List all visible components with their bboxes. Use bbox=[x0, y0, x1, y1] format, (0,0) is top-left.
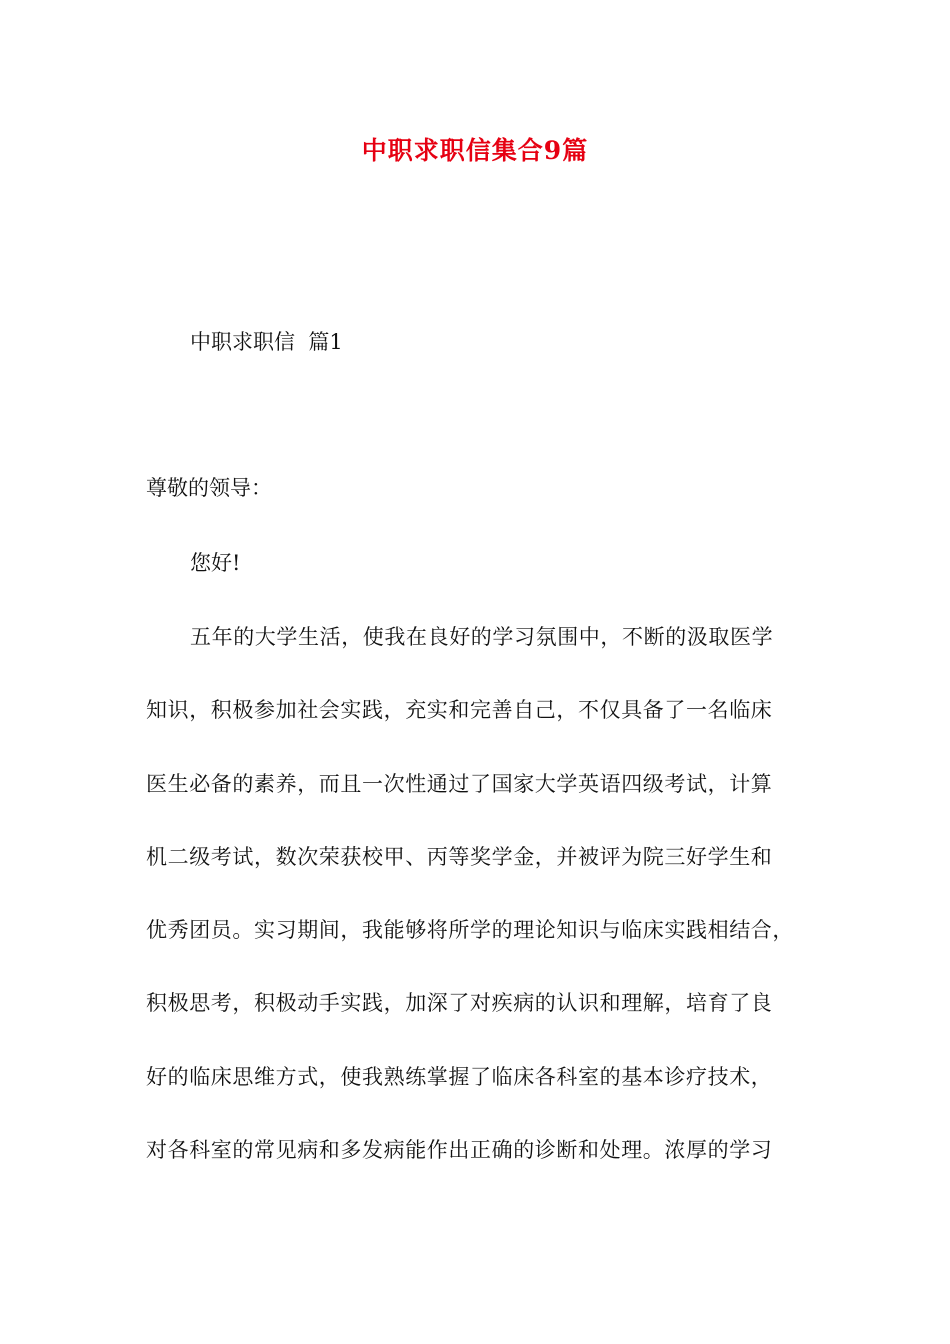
body-line: 积极思考，积极动手实践，加深了对疾病的认识和理解，培育了良 bbox=[146, 991, 773, 1016]
body-line: 机二级考试，数次荣获校甲、丙等奖学金，并被评为院三好学生和 bbox=[146, 844, 773, 869]
body-line: 医生必备的素养，而且一次性通过了国家大学英语四级考试，计算 bbox=[146, 771, 773, 796]
body-line: 优秀团员。实习期间，我能够将所学的理论知识与临床实践相结合， bbox=[146, 918, 794, 943]
document-title: 中职求职信集合9篇 bbox=[361, 136, 589, 165]
body-paragraph bbox=[146, 617, 826, 1203]
body-line: 对各科室的常见病和多发病能作出正确的诊断和处理。浓厚的学习 bbox=[146, 1138, 773, 1163]
body-line: 好的临床思维方式，使我熟练掌握了临床各科室的基本诊疗技术， bbox=[146, 1064, 773, 1089]
body-line: 知识，积极参加社会实践，充实和完善自己，不仅具备了一名临床 bbox=[146, 698, 773, 723]
greeting: 您好! bbox=[190, 551, 241, 575]
body-line: 五年的大学生活，使我在良好的学习氛围中，不断的汲取医学 bbox=[190, 625, 774, 649]
section-heading: 中职求职信 篇1 bbox=[190, 330, 343, 354]
salutation: 尊敬的领导： bbox=[146, 476, 272, 500]
